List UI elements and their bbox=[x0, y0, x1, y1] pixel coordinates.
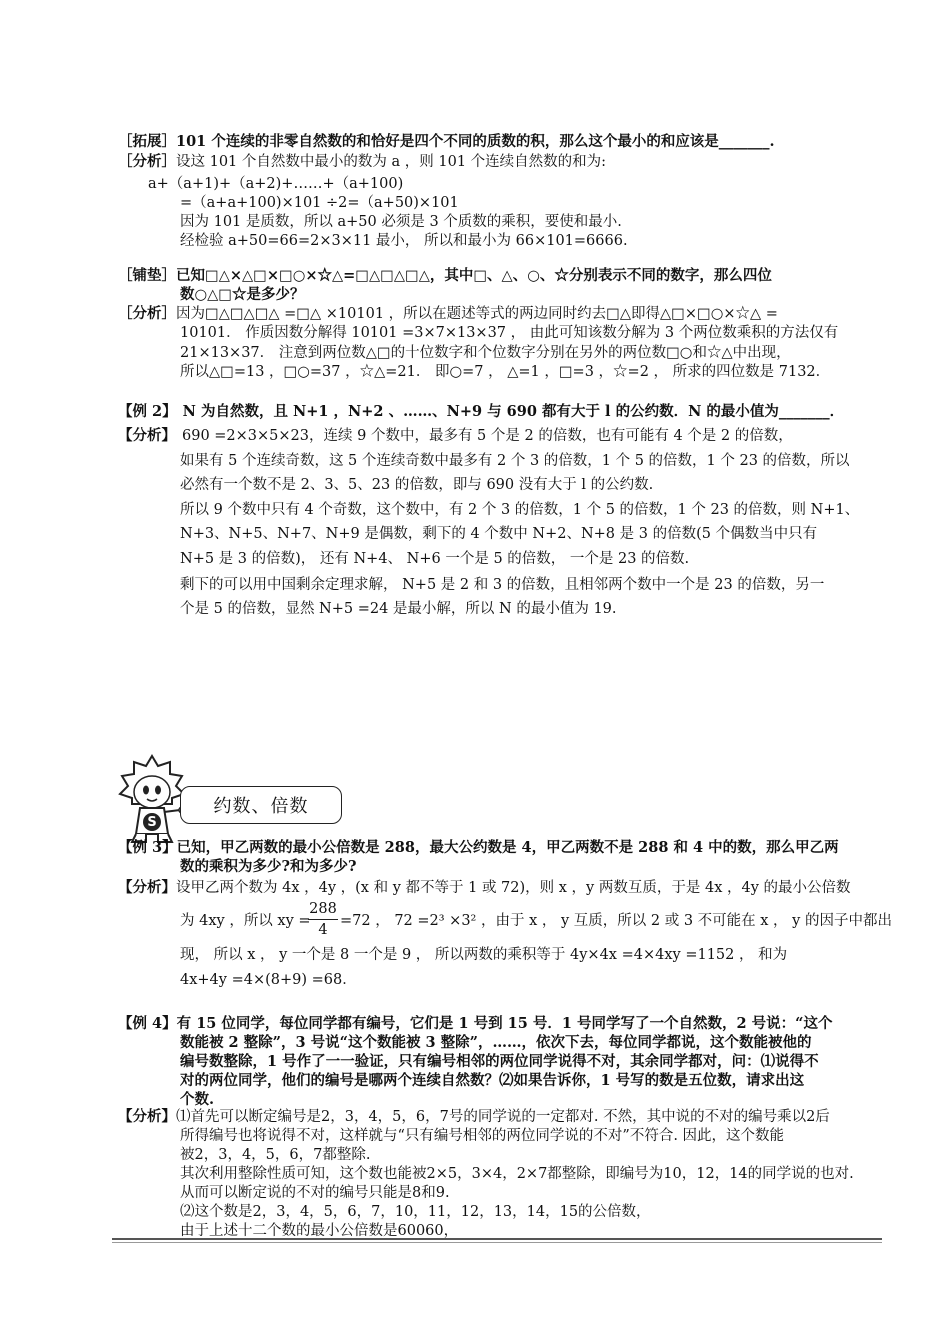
example3-analysis-line-0 bbox=[118, 878, 851, 898]
groundwork-analysis-line-0 bbox=[118, 304, 778, 324]
example3-analysis-label: 【分析】 bbox=[118, 879, 176, 896]
extension-analysis-line-0 bbox=[118, 152, 606, 172]
mascot-letter: S bbox=[147, 815, 157, 830]
example2-analysis-line-6: 剩下的可以用中国剩余定理求解， N+5 是 2 和 3 的倍数，且相邻两个数中一个是 23 的倍数，另一 bbox=[180, 577, 825, 593]
example4-analysis-line-0 bbox=[118, 1107, 830, 1127]
example4-question-line-1: 数能被 2 整除”，3 号说“这个数能被 3 整除”，……，依次下去，每位同学都说，这个数能被他的 bbox=[180, 1034, 812, 1051]
example2-analysis-line-2: 必然有一个数不是 2、3、5、23 的倍数，即与 690 没有大于 l 的公约数. bbox=[180, 477, 654, 493]
example3-question-line-0 bbox=[118, 838, 839, 858]
example2-question bbox=[118, 402, 844, 422]
example2-label: 【例 2】 bbox=[118, 403, 177, 420]
example4-question-line-3: 对的两位同学，他们的编号是哪两个连续自然数？⑵如果告诉你，1 号写的数是五位数，请求出这 bbox=[180, 1072, 805, 1089]
example3-analysis-line-1a: 为 4xy ，所以 xy = bbox=[180, 913, 311, 929]
groundwork-question-line-1: 数○△□☆是多少？ bbox=[180, 286, 305, 303]
example4-analysis-line-2: 被2，3，4，5，6，7都整除. bbox=[180, 1147, 371, 1163]
groundwork-analysis-line-3: 所以△□=13 ，□○=37 ，☆△=21． 即○=7 ， △=1 ，□=3 ，☆=2 ， 所求的四位数是 7132． bbox=[180, 364, 831, 380]
extension-analysis-label: ［分析］ bbox=[118, 153, 176, 170]
groundwork-analysis-line-2: 21×13×37． 注意到两位数△□的十位数字和个位数字分别在另外的两位数□○和☆△中出现， bbox=[180, 345, 791, 361]
text: 已知，甲乙两数的最小公倍数是 288，最大公约数是 4，甲乙两数不是 288 和 4 中的数，那么甲乙两 bbox=[176, 839, 839, 856]
example4-analysis-line-6: 由于上述十二个数的最小公倍数是60060， bbox=[180, 1223, 459, 1239]
text: 因为□△□△□△ =□△ ×10101 ，所以在题述等式的两边同时约去□△即得△□×□○×☆△ = bbox=[176, 306, 778, 322]
example3-analysis-line-2: 现， 所以 x ， y 一个是 8 一个是 9 ， 所以两数的乘积等于 4y×4x =4×4xy =1152 ， 和为 bbox=[180, 947, 788, 963]
example3-analysis-line-1b: =72 ， 72 =2³ ×3² ，由于 x ， y 互质，所以 2 或 3 不可能在 x ， y 的因子中都出 bbox=[340, 913, 892, 929]
section-title: 约数、倍数 bbox=[180, 786, 342, 824]
example2-analysis-line-3: 所以 9 个数中只有 4 个奇数，这个数中，有 2 个 3 的倍数，1 个 5 的倍数，1 个 23 的倍数，则 N+1、 bbox=[180, 502, 860, 518]
text: 设甲乙两个数为 4x ，4y ，(x 和 y 都不等于 1 或 72)，则 x ，y 两数互质，于是 4x ，4y 的最小公倍数 bbox=[176, 880, 851, 896]
example4-question-line-0 bbox=[118, 1014, 833, 1034]
extension-analysis-line-2: =（a+a+100)×101 ÷2=（a+50)×101 bbox=[180, 195, 459, 211]
text: 设这 101 个自然数中最小的数为 a ，则 101 个连续自然数的和为: bbox=[176, 154, 607, 170]
text: 690 =2×3×5×23，连续 9 个数中，最多有 5 个是 2 的倍数，也有可能有 4 个是 2 的倍数， bbox=[182, 428, 793, 444]
text: 有 15 位同学，每位同学都有编号，它们是 1 号到 15 号．1 号同学写了一个自然数，2 号说：“这个 bbox=[176, 1015, 833, 1032]
text: 已知□△×△□×□○×☆△=□△□△□△，其中□、△、○、☆分别表示不同的数字，那么四位 bbox=[176, 267, 772, 284]
example2-analysis-line-0 bbox=[118, 426, 793, 446]
extension-label: ［拓展］ bbox=[118, 133, 176, 150]
example2-analysis-line-1: 如果有 5 个连续奇数，这 5 个连续奇数中最多有 2 个 3 的倍数，1 个 5 的倍数，1 个 23 的倍数，所以 bbox=[180, 453, 850, 469]
groundwork-label: ［铺垫］ bbox=[118, 267, 176, 284]
extension-analysis-line-1: a+（a+1)+（a+2)+……+（a+100) bbox=[148, 176, 404, 192]
example2-analysis-line-5: N+5 是 3 的倍数)， 还有 N+4、 N+6 一个是 5 的倍数， 一个是 23 的倍数. bbox=[180, 551, 690, 567]
footer-rule bbox=[112, 1238, 882, 1240]
extension-analysis-line-4: 经检验 a+50=66=2×3×11 最小， 所以和最小为 66×101=6666. bbox=[180, 233, 628, 249]
fraction bbox=[306, 900, 340, 939]
example4-label: 【例 4】 bbox=[118, 1015, 177, 1032]
extension-question bbox=[118, 132, 775, 152]
example3-label: 【例 3】 bbox=[118, 839, 177, 856]
groundwork-analysis-line-1: 10101． 作质因数分解得 10101 =3×7×13×37 ， 由此可知该数分解为 3 个两位数乘积的方法仅有 bbox=[180, 325, 839, 341]
extension-question-text: 101 个连续的非零自然数的和恰好是四个不同的质数的积，那么这个最小的和应该是_______. bbox=[176, 133, 775, 150]
mascot-letter-icon bbox=[143, 812, 161, 830]
example4-analysis-line-3: 其次利用整除性质可知，这个数也能被2×5，3×4，2×7都整除，即编号为10，12，14的同学说的也对. bbox=[180, 1166, 854, 1182]
groundwork-analysis-label: ［分析］ bbox=[118, 305, 176, 322]
text: ⑴首先可以断定编号是2，3，4，5，6，7号的同学说的一定都对. 不然，其中说的不对的编号乘以2后 bbox=[176, 1109, 830, 1125]
example4-analysis-label: 【分析】 bbox=[118, 1108, 176, 1125]
extension-analysis-line-3: 因为 101 是质数，所以 a+50 必须是 3 个质数的乘积，要使和最小. bbox=[180, 214, 622, 230]
example2-analysis-label: 【分析】 bbox=[118, 427, 176, 444]
example3-question-line-1: 数的乘积为多少?和为多少? bbox=[180, 858, 357, 875]
groundwork-question-line-0 bbox=[118, 266, 772, 286]
example4-question-line-4: 个数. bbox=[180, 1091, 215, 1108]
fraction-denominator: 4 bbox=[318, 922, 328, 938]
example2-analysis-line-7: 个是 5 的倍数，显然 N+5 =24 是最小解，所以 N 的最小值为 19. bbox=[180, 601, 617, 617]
footer-rule-thin bbox=[112, 1242, 882, 1243]
text: N 为自然数，且 N+1 ，N+2 、……、N+9 与 690 都有大于 l 的公约数．N 的最小值为_______． bbox=[182, 403, 845, 420]
example4-analysis-line-1: 所得编号也将说得不对，这样就与“只有编号相邻的两位同学说的不对”不符合. 因此，这个数能 bbox=[180, 1128, 785, 1144]
fraction-numerator: 288 bbox=[309, 901, 337, 917]
example4-analysis-line-4: 从而可以断定说的不对的编号只能是8和9. bbox=[180, 1185, 450, 1201]
example3-analysis-line-3: 4x+4y =4×(8+9) =68． bbox=[180, 972, 357, 988]
example2-analysis-line-4: N+3、N+5、N+7、N+9 是偶数，剩下的 4 个数中 N+2、N+8 是 3 的倍数(5 个偶数当中只有 bbox=[180, 526, 818, 542]
example4-question-line-2: 编号数整除，1 号作了一一验证，只有编号相邻的两位同学说得不对，其余同学都对，问：⑴说得不 bbox=[180, 1053, 819, 1070]
example4-analysis-line-5: ⑵这个数是2，3，4，5，6，7，10，11，12，13，14，15的公倍数， bbox=[180, 1204, 651, 1220]
